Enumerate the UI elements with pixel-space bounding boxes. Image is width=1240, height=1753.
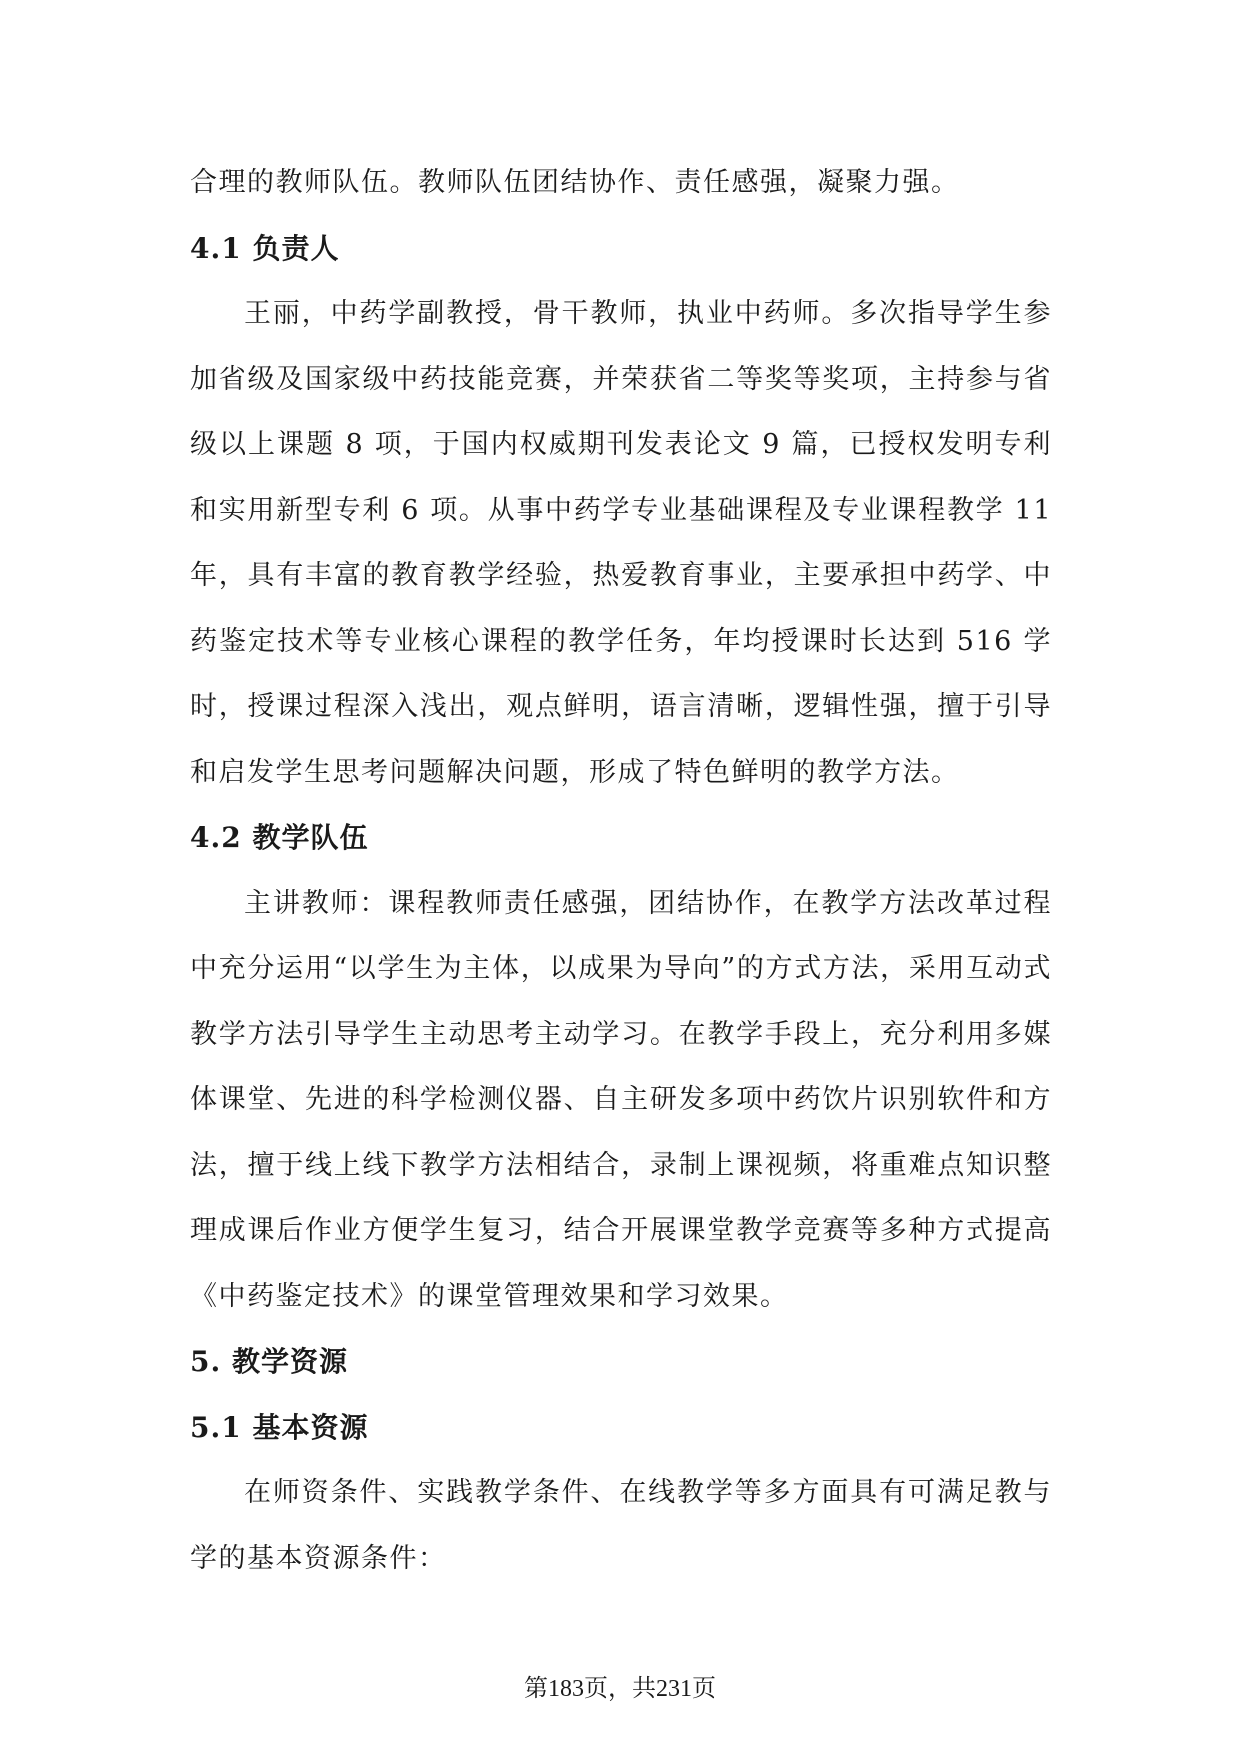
document-body: [190, 150, 1052, 1591]
intro-tail-paragraph: 合理的教师队伍。教师队伍团结协作、责任感强，凝聚力强。: [190, 167, 960, 198]
section-5-1-paragraph: 在师资条件、实践教学条件、在线教学等多方面具有可满足教与学的基本资源条件：: [190, 1477, 1052, 1574]
section-5-heading: 5. 教学资源: [190, 1345, 348, 1378]
section-4-1-heading: 4.1 负责人: [190, 231, 340, 265]
section-4-2-paragraph: 主讲教师：课程教师责任感强，团结协作，在教学方法改革过程中充分运用“以学生为主体，以成果为导向”的方式方法，采用互动式教学方法引导学生主动思考主动学习。在教学手段上，充分利用多媒体课堂、先进的科学检测仪器、自主研发多项中药饮片识别软件和方法，擅于线上线下教学方法相结合，录制上课视频，将重难点知识整理成课后作业方便学生复习，结合开展课堂教学竞赛等多种方式提高《中药鉴定技术》的课堂管理效果和学习效果。: [190, 887, 1052, 1312]
section-5-1-heading: 5.1 基本资源: [190, 1410, 369, 1444]
page-number-footer: 第183页，共231页: [524, 1676, 716, 1702]
section-4-2-heading: 4.2 教学队伍: [190, 821, 369, 854]
section-4-1-paragraph: 王丽，中药学副教授，骨干教师，执业中药师。多次指导学生参加省级及国家级中药技能竞赛，并荣获省二等奖等奖项，主持参与省级以上课题 8 项，于国内权威期刊发表论文 9 篇，已授权发明专利和实用新型专利 6 项。从事中药学专业基础课程及专业课程教学 11 年，具有丰富的教育教学经验，热爱教育事业，主要承担中药学、中药鉴定技术等专业核心课程的教学任务，年均授课时长达到 516 学时，授课过程深入浅出，观点鲜明，语言清晰，逻辑性强，擅于引导和启发学生思考问题解决问题，形成了特色鲜明的教学方法。: [190, 298, 1052, 788]
